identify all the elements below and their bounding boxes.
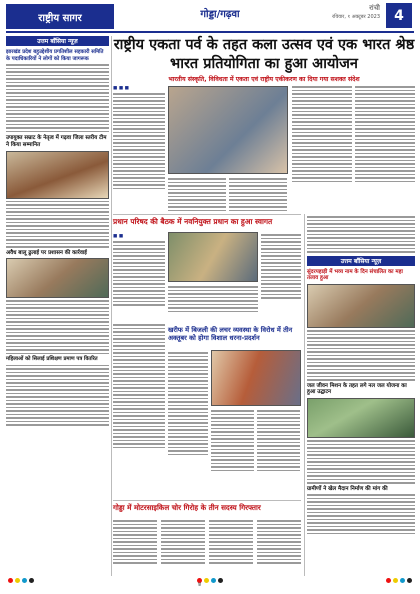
main-story-photo xyxy=(168,86,288,174)
right-story2-photo xyxy=(307,398,415,438)
left-story2-body xyxy=(6,201,109,248)
footer-color-bar xyxy=(0,578,420,588)
pradhan-body-right xyxy=(261,232,301,322)
pradhan-headline: प्रधान परिषद की बैठक में नवनियुक्त प्रधान का हुआ स्वागत xyxy=(113,217,273,226)
middle-box-headline: खरीफ में बिजली की लचर व्यवस्था के विरोध में तीन अक्तूबर को होगा विशाल धरना-प्रदर्शन xyxy=(168,326,293,343)
page-folio: ४ xyxy=(198,581,202,588)
main-story-body-right xyxy=(292,84,415,214)
right-column-rule xyxy=(304,214,305,576)
main-headline: राष्ट्रीय एकता पर्व के तहत कला उत्सव एवं एक भारत श्रेष्ठ भारत प्रतियोगिता का हुआ आयोजन xyxy=(113,37,415,72)
left-story1-headline: झारखंड प्रदेश बहुउद्देशीय प्रगतिशील सहकारी समिति के पदाधिकारियों ने लोगों को किया जागरूक xyxy=(6,49,104,62)
left-story3-photo xyxy=(6,258,109,298)
left-column-bar: उत्तम बाँसिया न्यूज़ xyxy=(6,36,109,46)
left-story1-body xyxy=(6,64,109,132)
left-column xyxy=(6,36,109,576)
right-story2-body xyxy=(307,440,415,484)
left-story2-photo xyxy=(6,151,109,199)
paper-name: राष्ट्रीय सागर xyxy=(6,4,114,29)
right-story3-headline: ग्रामीणों ने खेल मैदान निर्माण की मांग की xyxy=(307,485,388,492)
left-story3-headline: अवैध बालू ढुलाई पर प्रशासन की कार्रवाई xyxy=(6,249,87,256)
right-story3-body xyxy=(307,494,415,534)
masthead-rule xyxy=(6,31,414,33)
masthead xyxy=(0,0,420,33)
pradhan-body-under xyxy=(168,284,258,324)
left-story4-headline: महिलाओं को सिलाई प्रशिक्षण प्रमाण पत्र वितरित xyxy=(6,356,98,363)
bottom-story-body xyxy=(113,518,301,576)
right-story1-photo xyxy=(307,284,415,328)
left-story4-body xyxy=(6,365,109,426)
pradhan-photo xyxy=(168,232,258,282)
middle-box-body-under xyxy=(211,408,301,498)
middle-box-left xyxy=(113,322,165,502)
page-number: 4 xyxy=(386,3,412,28)
right-story1-headline: सुंदरपहाड़ी में भव्य नाम के दिन संचालित का महा तलाव हुआ xyxy=(307,268,403,282)
bottom-story-headline: गोड्डा में मोटरसाइकिल चोर गिरोह के तीन सदस्य गिरफ्तार xyxy=(113,503,261,512)
left-column-rule xyxy=(111,36,112,576)
pradhan-top-rule xyxy=(113,214,301,215)
pradhan-body: ■ ■ xyxy=(113,232,165,322)
right-column xyxy=(307,214,415,576)
left-story3-body xyxy=(6,300,109,354)
right-column-bar: उत्तम बाँसिया न्यूज़ xyxy=(307,256,415,266)
bottom-story-top-rule xyxy=(113,500,301,501)
left-story2-headline: उपायुक्त सम्राट के नेतृत्व में गढ़वा जिला स्तरीय टीम ने किया सम्मानित xyxy=(6,135,107,148)
middle-box-photo xyxy=(211,350,301,406)
middle-box-body xyxy=(168,350,208,500)
main-subhead: भारतीय संस्कृति, विविधता में एकता एवं राष्ट्रीय एकीकरण का दिया गया सशक्त संदेश xyxy=(168,76,360,83)
section-title: गोड्डा/गढ़वा xyxy=(200,9,240,20)
main-story-body-under-photo xyxy=(168,176,288,216)
date-line: रविवार, १ अक्टूबर 2023 xyxy=(332,14,380,20)
main-dateline: ■ ■ ■ xyxy=(113,86,129,91)
city-label: रांची xyxy=(369,4,380,12)
right-story2-headline: जल जीवन मिशन के तहत लगे नल जल योजना का हुआ उद्घाटन xyxy=(307,382,407,396)
main-story-body xyxy=(113,84,165,214)
right-story1-body xyxy=(307,330,415,381)
